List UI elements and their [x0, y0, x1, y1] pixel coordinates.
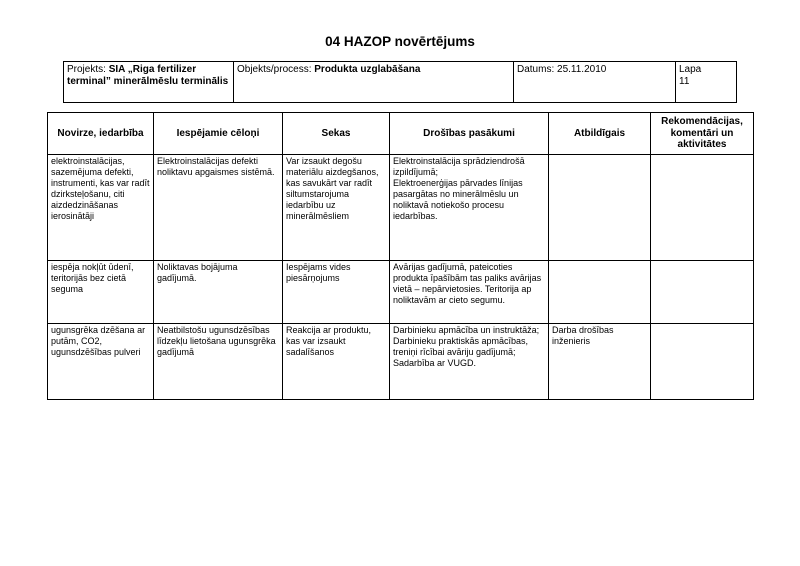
date-value: 25.11.2010 — [557, 64, 607, 75]
cell-responsible: Darba drošības inženieris — [549, 324, 651, 400]
column-header-responsible: Atbildīgais — [549, 113, 651, 155]
cell-responsible — [549, 261, 651, 324]
page-label: Lapa — [679, 64, 702, 75]
date-cell — [514, 62, 676, 103]
column-header-recommendations: Rekomendācijas, komentāri un aktivitātes — [651, 113, 754, 155]
project-value: SIA „Riga fertilizer terminal” minerālmēslu terminālis — [67, 64, 229, 87]
column-header-causes: Iespējamie cēloņi — [154, 113, 283, 155]
cell-causes: Neatbilstošu ugunsdzēsības līdzekļu lietošana ugunsgrēka gadījumā — [154, 324, 283, 400]
cell-deviation: ugunsgrēka dzēšana ar putām, CO2, ugunsdzēšības pulveri — [48, 324, 154, 400]
cell-measures: Elektroinstalācija sprādziendrošā izpildījumā; Elektroenerģijas pārvades līnijas pasargātas no minerālmēslu un noliktavā notiekošo procesu iedarbības. — [390, 155, 549, 261]
cell-causes: Elektroinstalācijas defekti noliktavu apgaismes sistēmā. — [154, 155, 283, 261]
cell-recommendations — [651, 324, 754, 400]
cell-causes: Noliktavas bojājuma gadījumā. — [154, 261, 283, 324]
column-header-measures: Drošības pasākumi — [390, 113, 549, 155]
object-value: Produkta uzglabāšana — [314, 64, 421, 75]
cell-consequences: Reakcija ar produktu, kas var izsaukt sadalīšanos — [283, 324, 390, 400]
table-row — [48, 324, 754, 400]
cell-recommendations — [651, 155, 754, 261]
column-header-deviation: Novirze, iedarbība — [48, 113, 154, 155]
table-row — [48, 155, 754, 261]
project-cell — [64, 62, 234, 103]
table-header-row — [48, 113, 754, 155]
column-header-consequences: Sekas — [283, 113, 390, 155]
page-cell — [676, 62, 737, 103]
cell-measures: Avārijas gadījumā, pateicoties produkta īpašībām tas paliks avārijas vietā – nepārvietosies. Teritorija ap noliktavām ar cieto segumu. — [390, 261, 549, 324]
cell-measures: Darbinieku apmācība un instruktāža; Darbinieku praktiskās apmācības, treniņi rīcībai avāriju gadījumā; Sadarbība ar VUGD. — [390, 324, 549, 400]
table-row — [48, 261, 754, 324]
cell-responsible — [549, 155, 651, 261]
cell-deviation: elektroinstalācijas, sazemējuma defekti, instrumenti, kas var radīt dzirksteļošanu, citi aizdedzināšanas ierosinātāji — [48, 155, 154, 261]
project-label: Projekts: — [67, 64, 109, 75]
hazop-table — [47, 112, 754, 400]
cell-deviation: iespēja nokļūt ūdenī, teritorijās bez cietā seguma — [48, 261, 154, 324]
cell-recommendations — [651, 261, 754, 324]
header-row — [64, 62, 737, 103]
page-number: 11 — [679, 76, 690, 87]
object-label: Objekts/process: — [237, 64, 315, 75]
cell-consequences: Var izsaukt degošu materiālu aizdegšanos, kas savukārt var radīt siltumstarojuma iedarbību uz minerālmēsliem — [283, 155, 390, 261]
date-label: Datums: — [517, 64, 558, 75]
header-table — [63, 61, 737, 103]
cell-consequences: Iespējams vides piesārņojums — [283, 261, 390, 324]
object-cell — [234, 62, 514, 103]
page-title: 04 HAZOP novērtējums — [325, 34, 475, 49]
